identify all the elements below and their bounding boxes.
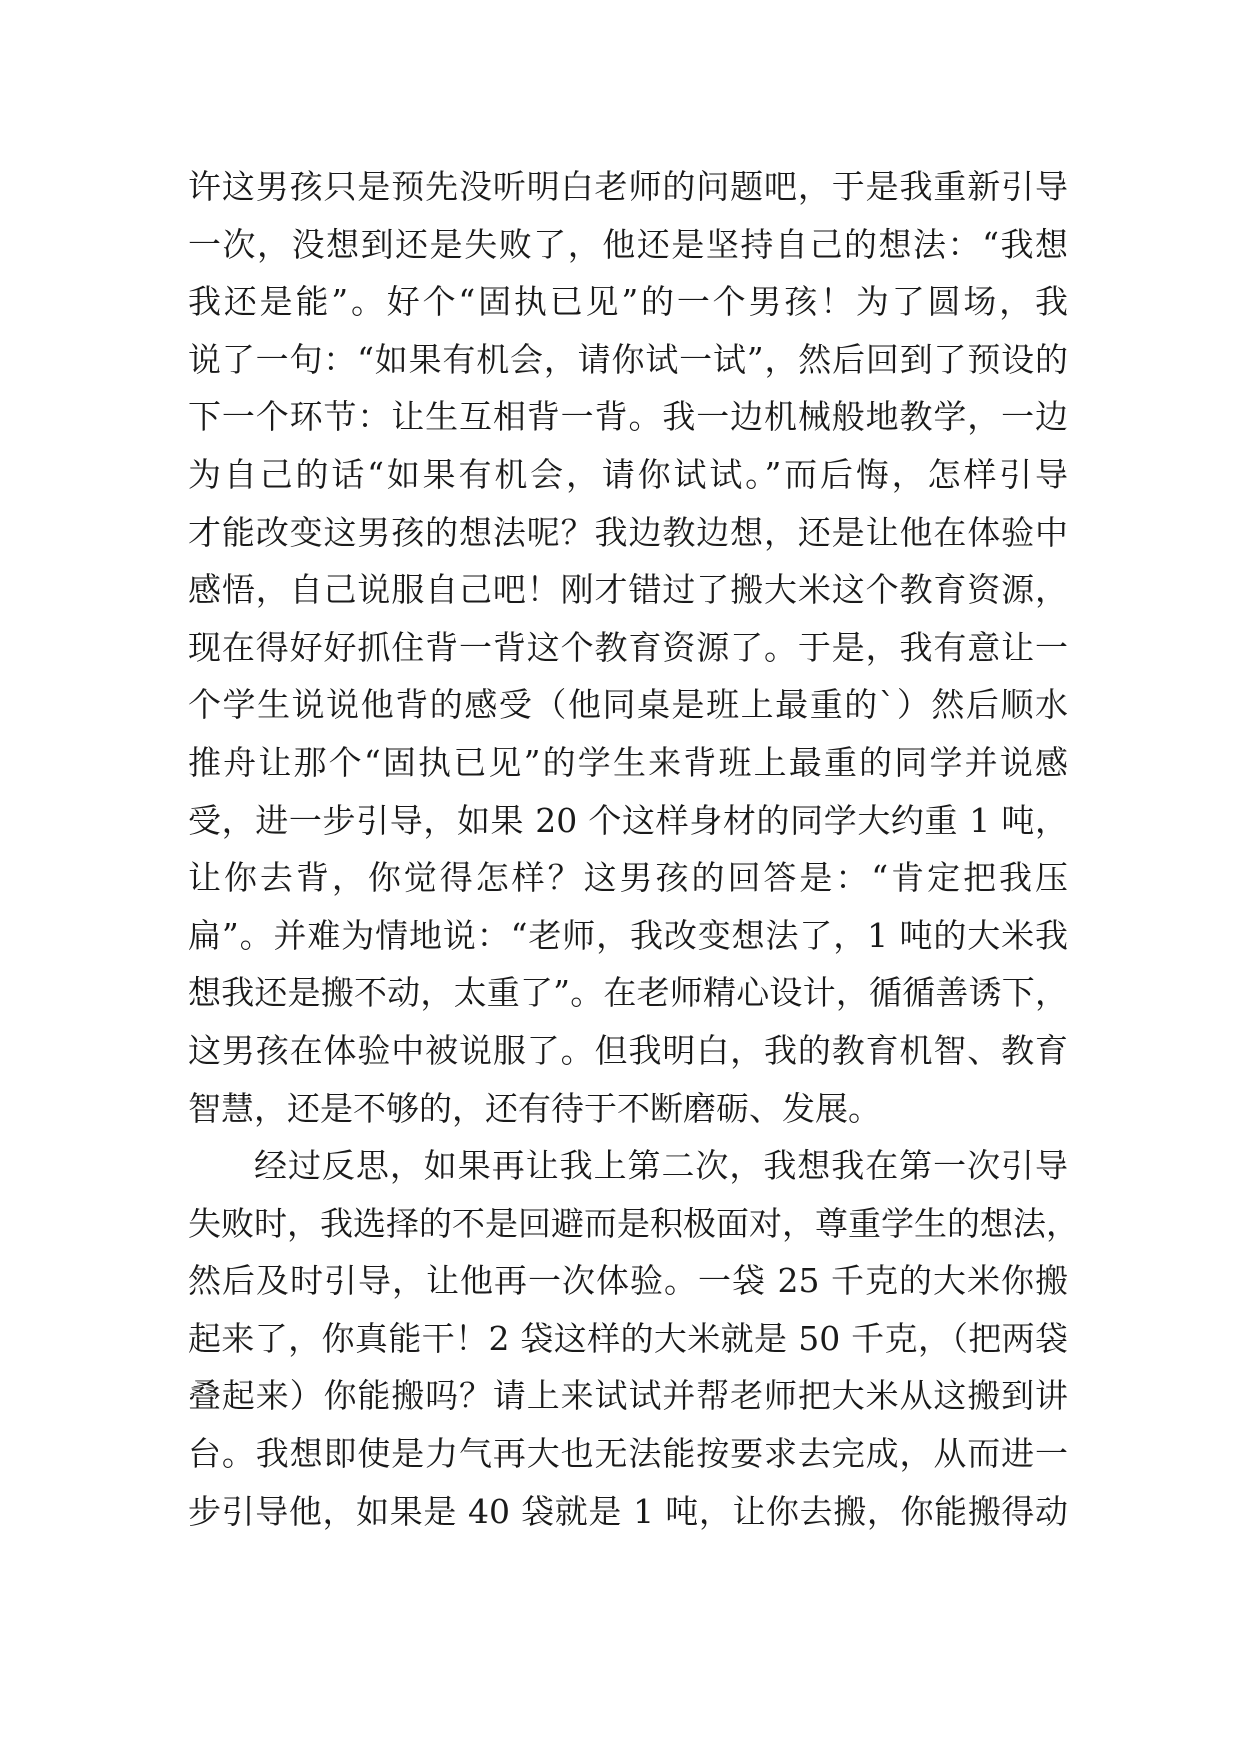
text-line: 叠起来）你能搬吗？请上来试试并帮老师把大米从这搬到讲 (188, 1376, 1068, 1416)
text-line: 台。我想即使是力气再大也无法能按要求去完成，从而进一 (188, 1434, 1068, 1474)
text-line: 我还是能”。好个“固执已见”的一个男孩！为了圆场，我 (188, 282, 1068, 322)
text-line: 起来了，你真能干！2 袋这样的大米就是 50 千克，（把两袋 (188, 1318, 1068, 1358)
text-line: 下一个环节：让生互相背一背。我一边机械般地教学，一边 (188, 397, 1068, 437)
text-line: 然后及时引导，让他再一次体验。一袋 25 千克的大米你搬 (188, 1261, 1068, 1301)
text-line: 个学生说说他背的感受（他同桌是班上最重的`）然后顺水 (188, 685, 1068, 725)
body-text (188, 158, 1079, 1540)
text-line: 感悟，自己说服自己吧！刚才错过了搬大米这个教育资源， (188, 570, 1068, 610)
text-line: 推舟让那个“固执已见”的学生来背班上最重的同学并说感 (188, 742, 1068, 782)
text-line: 经过反思，如果再让我上第二次，我想我在第一次引导 (254, 1146, 1068, 1186)
text-line: 许这男孩只是预先没听明白老师的问题吧，于是我重新引导 (188, 167, 1068, 206)
text-line: 失败时，我选择的不是回避而是积极面对，尊重学生的想法， (188, 1203, 1079, 1243)
text-line: 说了一句：“如果有机会，请你试一试”，然后回到了预设的 (188, 339, 1068, 379)
paragraph-2 (188, 1137, 1079, 1540)
text-line: 这男孩在体验中被说服了。但我明白，我的教育机智、教育 (188, 1030, 1068, 1070)
text-line: 扁”。并难为情地说：“老师，我改变想法了，1 吨的大米我 (188, 915, 1068, 955)
text-line: 才能改变这男孩的想法呢？我边教边想，还是让他在体验中 (188, 512, 1068, 552)
paragraph-1 (188, 158, 1068, 1137)
text-line: 为自己的话“如果有机会，请你试试。”而后悔，怎样引导 (188, 454, 1068, 494)
text-line: 步引导他，如果是 40 袋就是 1 吨，让你去搬，你能搬得动 (188, 1491, 1068, 1531)
text-line: 想我还是搬不动，太重了”。在老师精心设计，循循善诱下， (188, 973, 1068, 1013)
text-line: 让你去背，你觉得怎样？这男孩的回答是：“肯定把我压 (188, 858, 1068, 898)
text-line: 一次，没想到还是失败了，他还是坚持自己的想法：“我想 (188, 224, 1068, 264)
text-line: 现在得好好抓住背一背这个教育资源了。于是，我有意让一 (188, 627, 1068, 667)
text-line: 智慧，还是不够的，还有待于不断磨砺、发展。 (188, 1088, 881, 1128)
text-line: 受，进一步引导，如果 20 个这样身材的同学大约重 1 吨， (188, 800, 1068, 840)
